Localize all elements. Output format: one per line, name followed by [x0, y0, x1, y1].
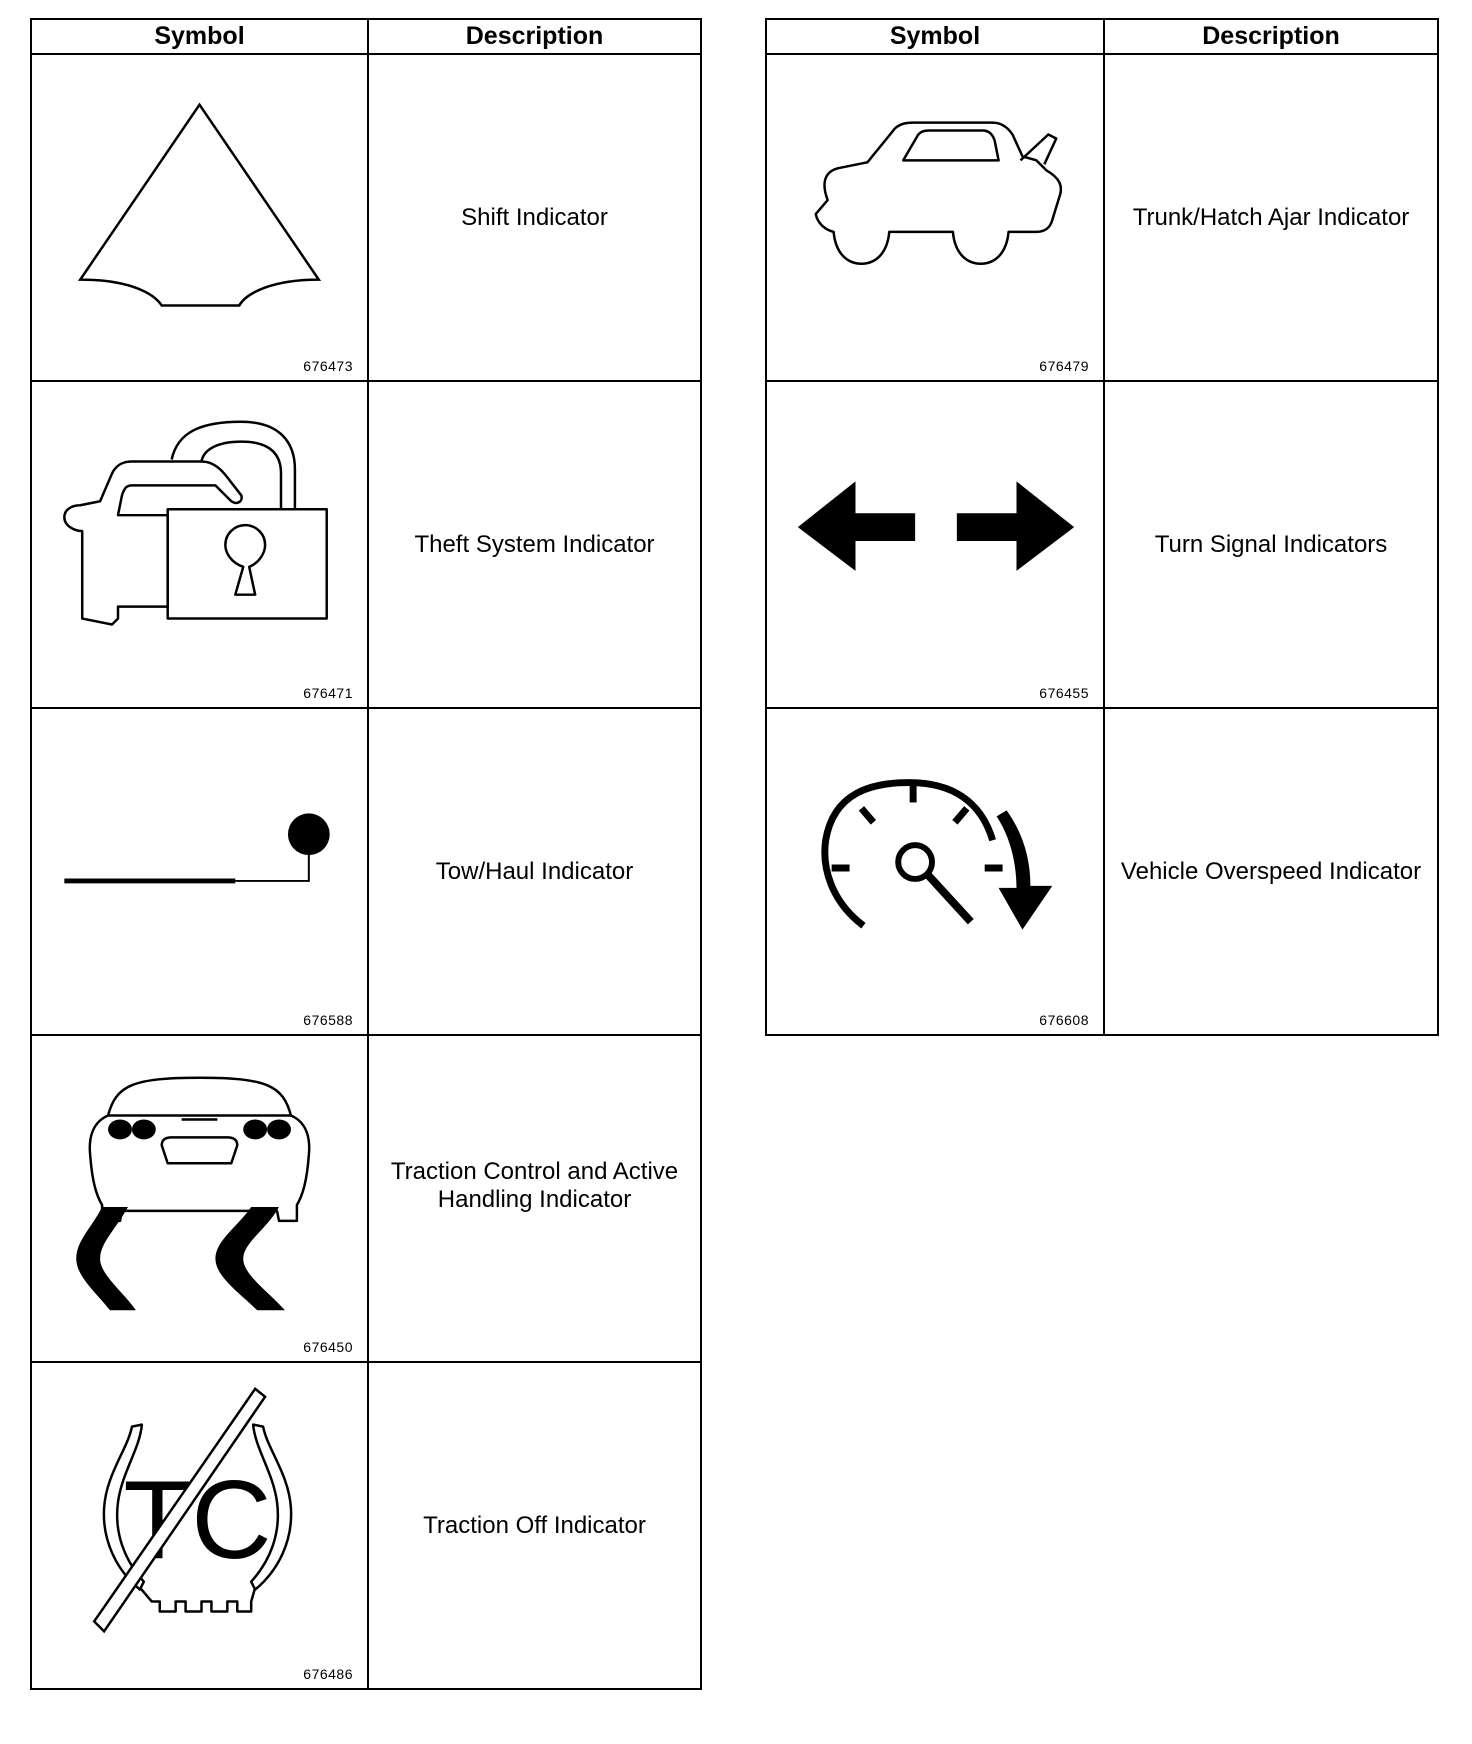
overspeed-icon	[767, 709, 1103, 1034]
symbol-cell	[31, 54, 368, 381]
symbol-cell	[766, 54, 1104, 381]
traction-control-icon	[32, 1036, 367, 1361]
turn-signal-icon	[767, 382, 1103, 707]
figure-code: 676479	[1039, 358, 1089, 374]
shift-indicator-icon	[32, 55, 367, 380]
description-cell	[368, 54, 701, 381]
figure-code: 676608	[1039, 1012, 1089, 1028]
description-cell	[368, 381, 701, 708]
table-row	[31, 54, 701, 381]
symbol-cell	[31, 708, 368, 1035]
description-cell	[368, 708, 701, 1035]
description-text: Turn Signal Indicators	[1154, 530, 1388, 558]
description-text: Tow/Haul Indicator	[435, 857, 634, 885]
description-cell	[1104, 54, 1438, 381]
figure-code: 676455	[1039, 685, 1089, 701]
symbol-cell	[31, 381, 368, 708]
table-row	[31, 1362, 701, 1689]
figure-code: 676473	[303, 358, 353, 374]
symbol-table-right	[765, 18, 1439, 1036]
table-header-row	[31, 19, 701, 54]
description-cell	[1104, 708, 1438, 1035]
symbol-column-header: Symbol	[31, 19, 368, 54]
tow-haul-icon	[32, 709, 367, 1034]
traction-off-icon	[32, 1363, 367, 1688]
description-cell	[368, 1035, 701, 1362]
symbol-cell	[766, 381, 1104, 708]
description-text: Vehicle Overspeed Indicator	[1120, 857, 1422, 885]
symbol-cell	[31, 1362, 368, 1689]
description-text: Traction Control and Active Handling Indicator	[390, 1157, 679, 1213]
description-text: Trunk/Hatch Ajar Indicator	[1132, 203, 1410, 231]
symbol-column-header: Symbol	[766, 19, 1104, 54]
symbol-cell	[31, 1035, 368, 1362]
description-cell	[368, 1362, 701, 1689]
description-cell	[1104, 381, 1438, 708]
description-column-header: Description	[368, 19, 701, 54]
table-row	[766, 381, 1438, 708]
symbol-table-left	[30, 18, 702, 1690]
trunk-ajar-icon	[767, 55, 1103, 380]
symbol-cell	[766, 708, 1104, 1035]
table-row	[766, 708, 1438, 1035]
theft-system-icon	[32, 382, 367, 707]
figure-code: 676486	[303, 1666, 353, 1682]
figure-code: 676450	[303, 1339, 353, 1355]
description-text: Traction Off Indicator	[423, 1511, 646, 1539]
description-column-header: Description	[1104, 19, 1438, 54]
traction-off-letters: TC	[123, 1456, 272, 1582]
table-row	[31, 1035, 701, 1362]
description-text: Shift Indicator	[461, 203, 608, 231]
figure-code: 676588	[303, 1012, 353, 1028]
description-text: Theft System Indicator	[414, 530, 655, 558]
table-row	[31, 708, 701, 1035]
table-header-row	[766, 19, 1438, 54]
table-row	[766, 54, 1438, 381]
table-row	[31, 381, 701, 708]
figure-code: 676471	[303, 685, 353, 701]
